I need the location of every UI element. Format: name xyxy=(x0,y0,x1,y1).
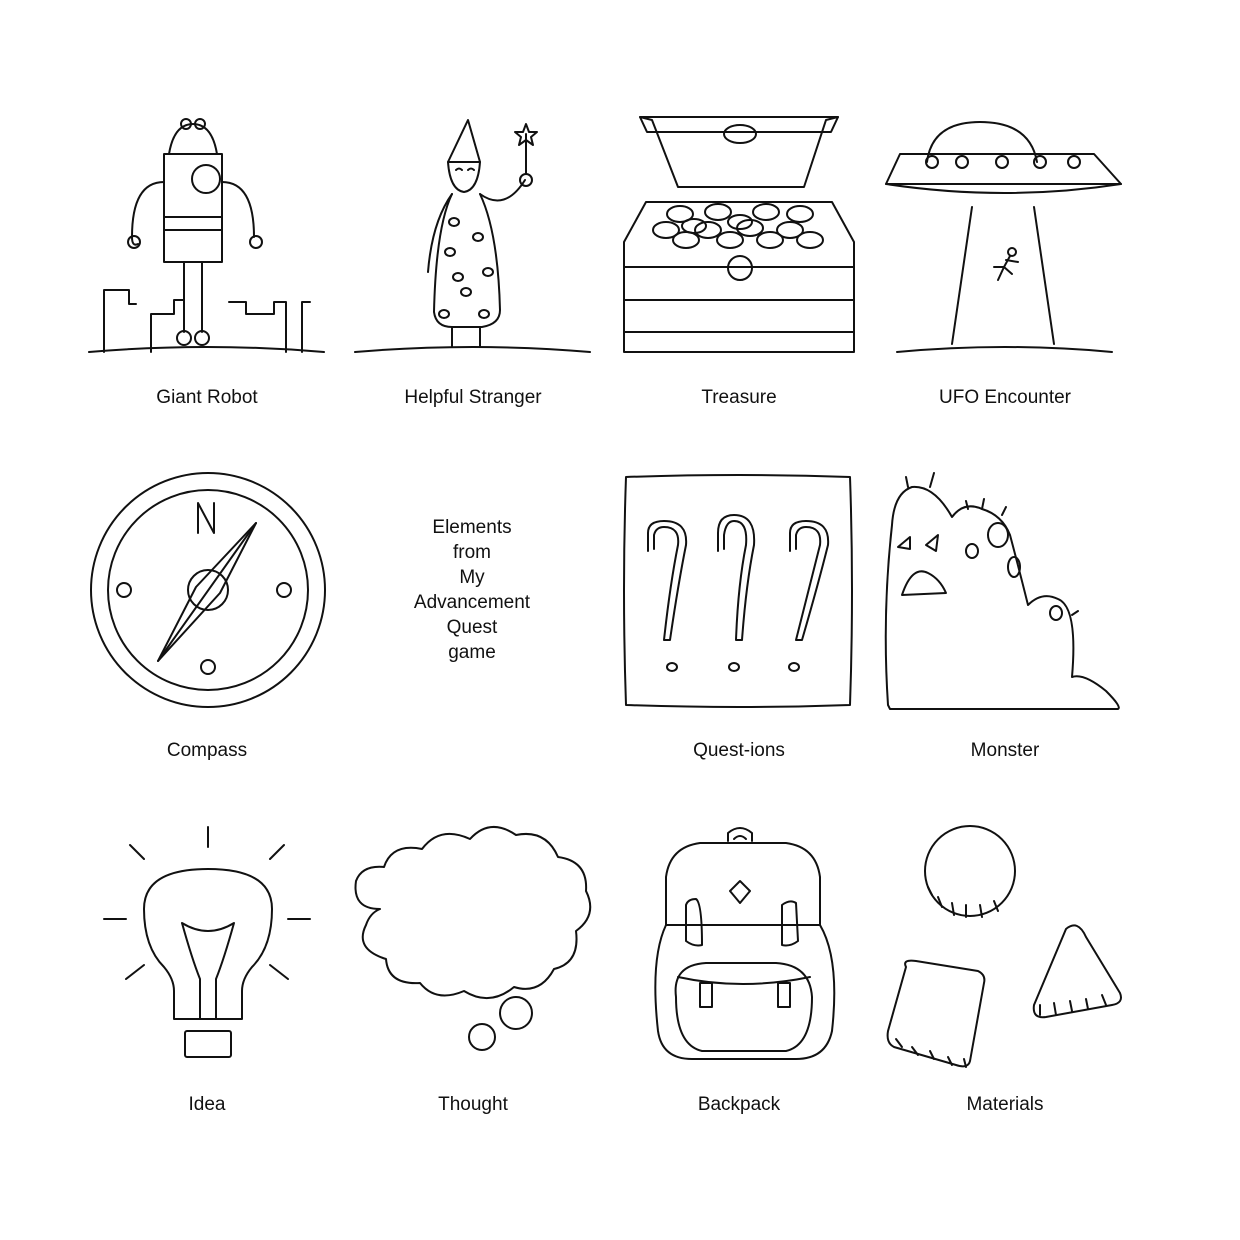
wizard-icon xyxy=(340,62,606,362)
center-title-line: game xyxy=(448,642,496,663)
tile-label: Compass xyxy=(166,740,248,761)
tile-label: Treasure xyxy=(701,387,777,408)
tile-compass xyxy=(74,415,340,765)
center-title-line: Advancement xyxy=(413,592,531,613)
tile-backpack xyxy=(606,769,872,1119)
materials-shapes-icon xyxy=(872,769,1138,1069)
center-title-line: My xyxy=(459,567,485,588)
monster-icon xyxy=(872,415,1138,715)
tile-label: Helpful Stranger xyxy=(404,387,542,408)
robot-icon xyxy=(74,62,340,362)
tile-ufo-encounter xyxy=(872,62,1138,412)
tile-treasure xyxy=(606,62,872,412)
center-title-line: from xyxy=(453,542,491,563)
center-title-line: Quest xyxy=(446,617,498,638)
treasure-chest-icon xyxy=(606,62,872,362)
tile-thought xyxy=(340,769,606,1119)
tile-quest-ions xyxy=(606,415,872,765)
backpack-icon xyxy=(606,769,872,1069)
tile-label: Thought xyxy=(438,1094,508,1115)
tile-label: Backpack xyxy=(697,1094,781,1115)
tile-helpful-stranger xyxy=(340,62,606,412)
tile-label: Monster xyxy=(970,740,1040,761)
ufo-icon xyxy=(872,62,1138,362)
tile-idea xyxy=(74,769,340,1119)
tile-giant-robot xyxy=(74,62,340,412)
center-title-line: Elements xyxy=(432,517,512,538)
tile-label: Quest-ions xyxy=(693,740,785,761)
tile-label: Giant Robot xyxy=(156,387,258,408)
thought-bubble-icon xyxy=(340,769,606,1069)
tile-label: Idea xyxy=(188,1094,226,1115)
tile-monster xyxy=(872,415,1138,765)
tile-label: UFO Encounter xyxy=(939,387,1071,408)
compass-icon xyxy=(74,415,340,715)
tile-materials xyxy=(872,769,1138,1119)
lightbulb-icon xyxy=(74,769,340,1069)
question-marks-icon xyxy=(606,415,872,715)
tile-label: Materials xyxy=(966,1094,1044,1115)
